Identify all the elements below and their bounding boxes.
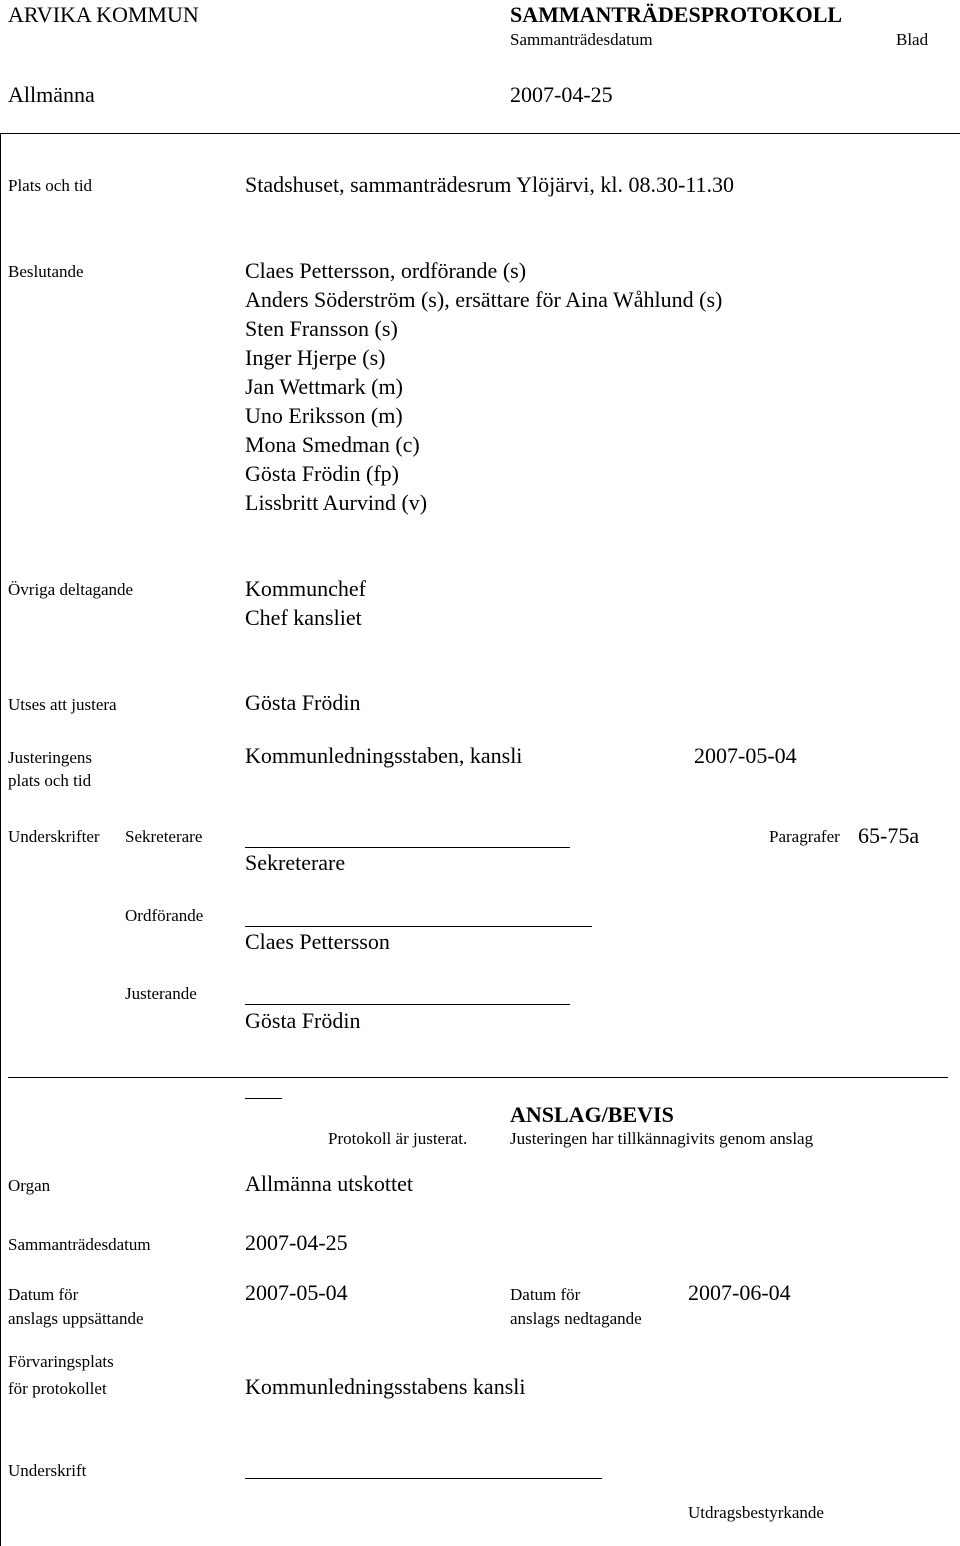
adjuster-role: Justerande	[125, 984, 197, 1003]
header-date: 2007-04-25	[510, 82, 613, 107]
section-divider	[8, 1077, 948, 1078]
adjuster-name: Gösta Frödin	[245, 1008, 361, 1033]
chairman-signature-line	[245, 926, 592, 927]
meeting-date-value: 2007-04-25	[245, 1230, 348, 1255]
notice-signature-line	[245, 1478, 602, 1479]
header-date-label: Sammanträdesdatum	[510, 30, 653, 49]
adjustment-label-line2: plats och tid	[8, 771, 92, 790]
removed-date-value: 2007-06-04	[688, 1280, 791, 1305]
signatures-label: Underskrifter	[8, 827, 100, 846]
storage-label-line2: för protokollet	[8, 1379, 107, 1398]
decision-makers-label: Beslutande	[8, 262, 84, 281]
adjustment-label-line1: Justeringens	[8, 748, 93, 767]
section-divider-tail	[245, 1098, 282, 1099]
others-label: Övriga deltagande	[8, 580, 134, 599]
decision-maker: Claes Pettersson, ordförande (s)	[245, 258, 527, 283]
place-label: Plats och tid	[8, 176, 93, 195]
storage-value: Kommunledningsstabens kansli	[245, 1374, 526, 1399]
decision-makers-list	[245, 256, 722, 517]
decision-maker: Sten Fransson (s)	[245, 316, 398, 341]
meeting-date-label: Sammanträdesdatum	[8, 1235, 151, 1254]
decision-maker: Anders Söderström (s), ersättare för Aina Wåhlund (s)	[245, 287, 723, 312]
sheet-label: Blad	[896, 30, 929, 49]
organ-label: Organ	[8, 1176, 51, 1195]
paragraphs-value: 65-75a	[858, 823, 920, 848]
removed-label-line2: anslags nedtagande	[510, 1309, 642, 1328]
municipality-name: ARVIKA KOMMUN	[8, 2, 199, 27]
adjuster-signature-line	[245, 1004, 570, 1005]
removed-label-line1: Datum för	[510, 1285, 581, 1304]
paragraphs-label: Paragrafer	[769, 827, 840, 846]
body-name: Allmänna	[8, 82, 95, 107]
adjuster-label: Utses att justera	[8, 695, 117, 714]
storage-label-line1: Förvaringsplats	[8, 1352, 114, 1371]
adjuster-value: Gösta Frödin	[245, 690, 361, 715]
chairman-role: Ordförande	[125, 906, 204, 925]
adjustment-date: 2007-05-04	[694, 743, 797, 768]
header-divider	[0, 133, 960, 134]
signature-label: Underskrift	[8, 1461, 87, 1480]
secretary-role: Sekreterare	[125, 827, 203, 846]
posted-date-value: 2007-05-04	[245, 1280, 348, 1305]
organ-value: Allmänna utskottet	[245, 1171, 414, 1196]
secretary-signature-line	[245, 847, 570, 848]
decision-maker: Gösta Frödin (fp)	[245, 461, 399, 486]
decision-maker: Lissbritt Aurvind (v)	[245, 490, 428, 515]
other-participant: Kommunchef	[245, 576, 366, 601]
adjustment-place: Kommunledningsstaben, kansli	[245, 743, 523, 768]
notice-title: ANSLAG/BEVIS	[510, 1102, 674, 1127]
posted-label-line2: anslags uppsättande	[8, 1309, 144, 1328]
other-participant: Chef kansliet	[245, 605, 362, 630]
posted-label-line1: Datum för	[8, 1285, 79, 1304]
notice-subtitle: Justeringen har tillkännagivits genom anslag	[510, 1129, 814, 1148]
decision-maker: Uno Eriksson (m)	[245, 403, 403, 428]
decision-maker: Mona Smedman (c)	[245, 432, 420, 457]
decision-maker: Inger Hjerpe (s)	[245, 345, 386, 370]
decision-maker: Jan Wettmark (m)	[245, 374, 403, 399]
left-border	[0, 133, 1, 1546]
others-list	[245, 574, 366, 632]
place-value: Stadshuset, sammanträdesrum Ylöjärvi, kl. 08.30-11.30	[245, 172, 735, 197]
protocol-adjusted-text: Protokoll är justerat.	[328, 1129, 468, 1148]
document-type: SAMMANTRÄDESPROTOKOLL	[510, 2, 843, 27]
chairman-name: Claes Pettersson	[245, 929, 390, 954]
certified-label: Utdragsbestyrkande	[688, 1503, 824, 1522]
secretary-name: Sekreterare	[245, 850, 346, 875]
